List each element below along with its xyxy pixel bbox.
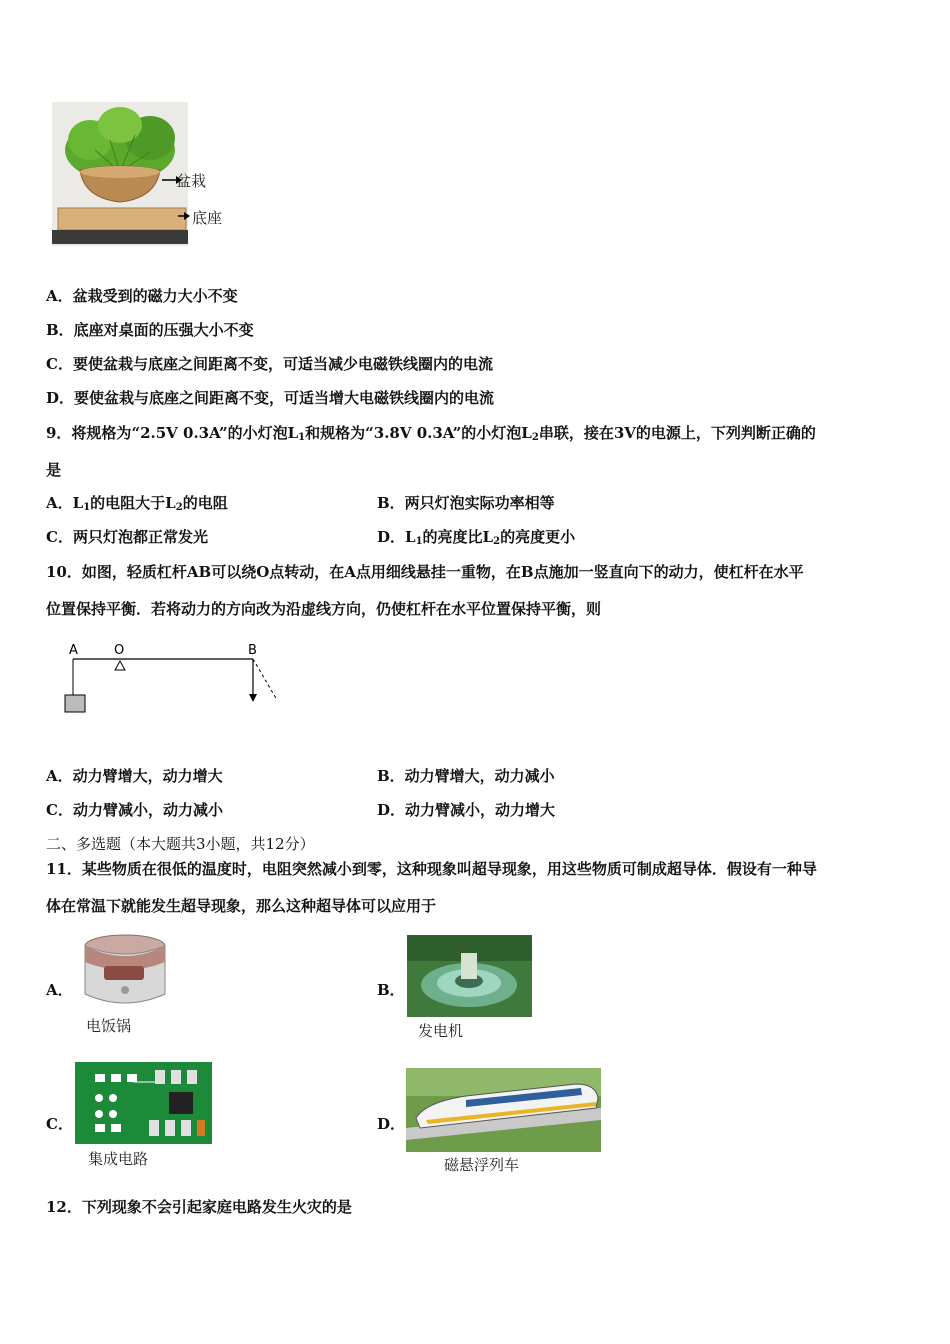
lever-diagram [60, 640, 290, 720]
q10-option-c: C．动力臂减小，动力减小 [46, 801, 223, 819]
q11-option-b-label: B． [377, 981, 405, 999]
integrated-circuit-image [75, 1062, 212, 1144]
q8-option-c: C．要使盆栽与底座之间距离不变，可适当减少电磁铁线圈内的电流 [46, 355, 493, 373]
generator-image [407, 935, 532, 1017]
label-pot: 盆栽 [176, 172, 207, 190]
q9-stem-line2: 是 [46, 461, 62, 479]
q11-option-a-label: A． [46, 981, 73, 999]
q9-stem: 9．将规格为“2.5V 0.3A”的小灯泡$L_1$和规格为“3.8V 0.3A”的小灯泡$L_2$串联，接在3V的电源上，下列判断正确的 [46, 424, 816, 443]
q9-option-d: D．$L_1$的亮度比$L_2$的亮度更小 [377, 528, 576, 547]
section-title: 二、多选题（本大题共3小题，共12分） [46, 835, 315, 853]
maglev-train-image [406, 1068, 601, 1152]
q10-option-a: A．动力臂增大，动力增大 [46, 767, 223, 785]
lever-label-b: B [248, 643, 257, 658]
q10-stem-line2: 位置保持平衡．若将动力的方向改为沿虚线方向，仍使杠杆在水平位置保持平衡，则 [46, 600, 602, 618]
q9-option-b: B．两只灯泡实际功率相等 [377, 494, 555, 512]
q9-option-a: A．$L_1$的电阻大于$L_2$的电阻 [46, 494, 228, 513]
q11-option-c-label: C． [46, 1115, 73, 1133]
q11-stem-line1: 11．某些物质在很低的温度时，电阻突然减小到零，这种现象叫超导现象，用这些物质可制成超导体．假设有一种导 [46, 860, 817, 878]
q11-option-a-caption: 电饭锅 [86, 1017, 132, 1035]
q11-option-d-label: D． [377, 1115, 406, 1133]
q8-option-a: A．盆栽受到的磁力大小不变 [46, 287, 238, 305]
q10-option-b: B．动力臂增大，动力减小 [377, 767, 555, 785]
q9-option-c: C．两只灯泡都正常发光 [46, 528, 208, 546]
lever-label-a: A [69, 643, 78, 658]
q11-stem-line2: 体在常温下就能发生超导现象，那么这种超导体可以应用于 [46, 897, 437, 915]
q11-option-c-caption: 集成电路 [88, 1150, 149, 1168]
q10-stem-line1: 10．如图，轻质杠杆AB可以绕O点转动，在A点用细线悬挂一重物，在B点施加一竖直向下的动力，使杠杆在水平 [46, 563, 804, 581]
rice-cooker-image [78, 932, 173, 1012]
q8-option-d: D．要使盆栽与底座之间距离不变，可适当增大电磁铁线圈内的电流 [46, 389, 495, 407]
q12-stem: 12．下列现象不会引起家庭电路发生火灾的是 [46, 1198, 352, 1216]
q11-option-b-caption: 发电机 [418, 1022, 464, 1040]
label-base: 底座 [192, 209, 223, 227]
lever-label-o: O [114, 643, 125, 658]
q11-option-d-caption: 磁悬浮列车 [444, 1156, 520, 1174]
q8-option-b: B．底座对桌面的压强大小不变 [46, 321, 254, 339]
q10-option-d: D．动力臂减小，动力增大 [377, 801, 556, 819]
